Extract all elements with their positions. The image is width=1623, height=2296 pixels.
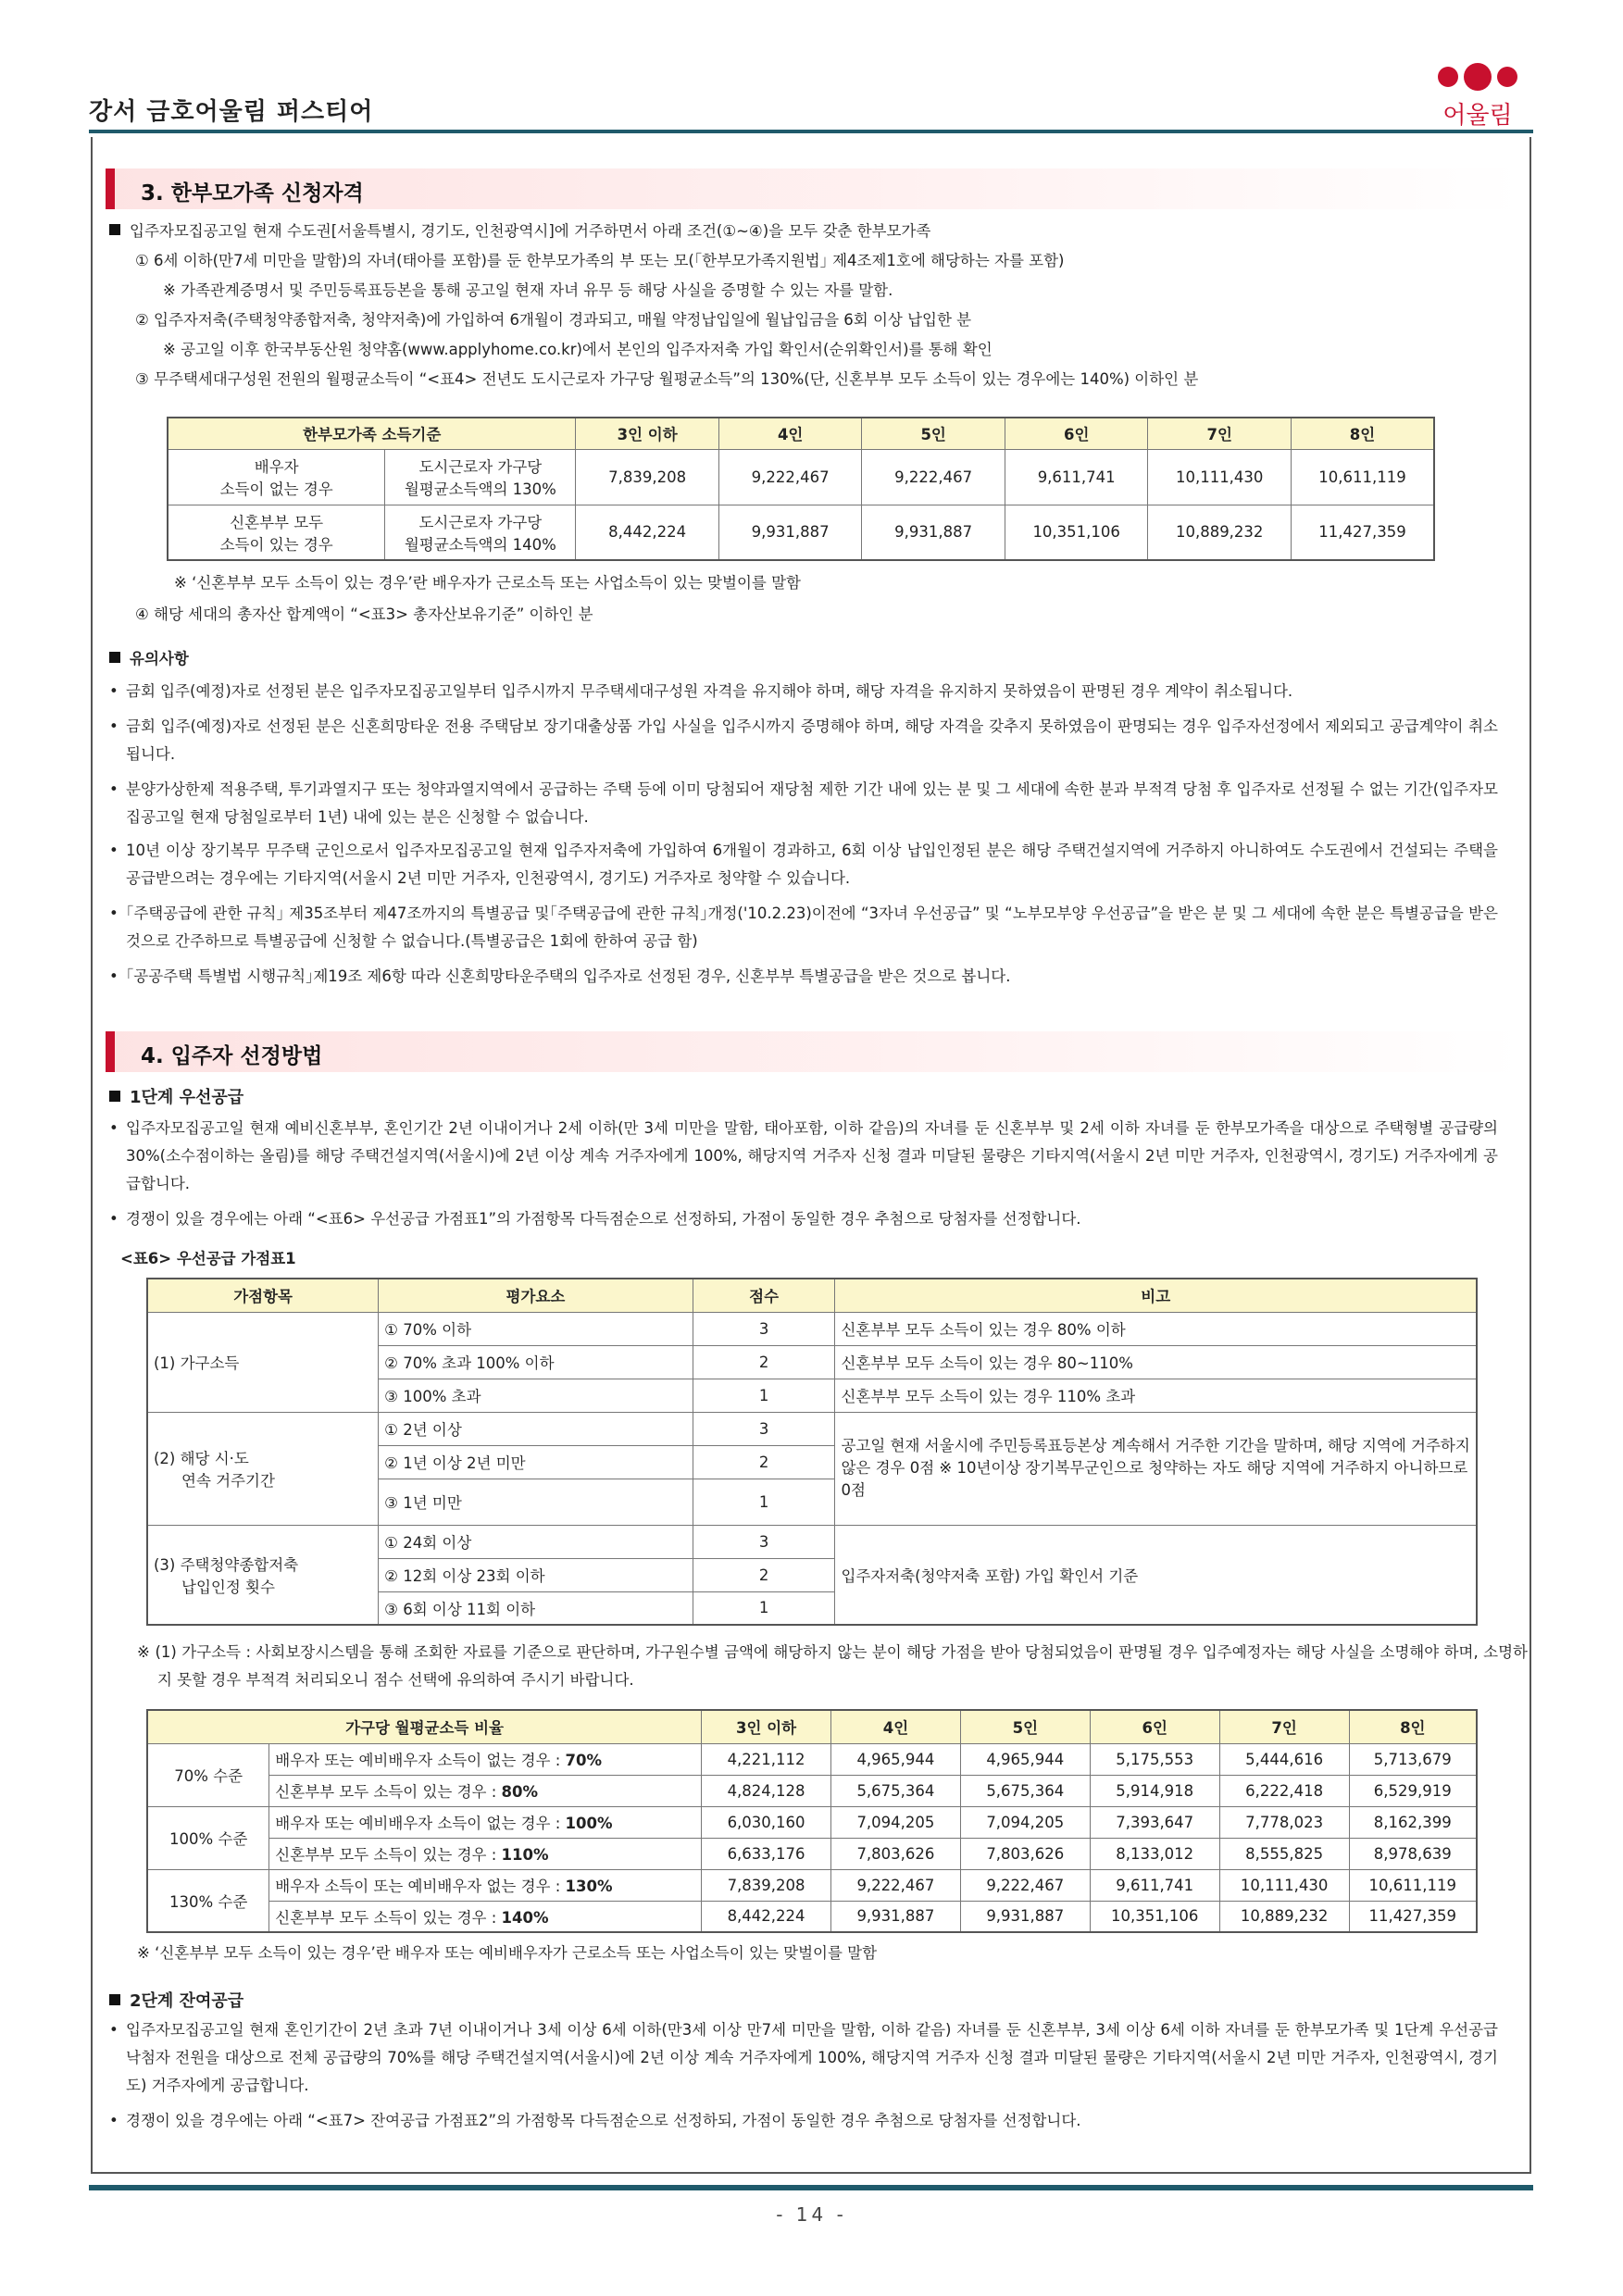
section3-note-2: ※ 공고일 이후 한국부동산원 청약홈(www.applyhome.co.kr)에서 본인의 입주자저축 가입 확인서(순위확인서)를 통해 확인 xyxy=(163,341,993,358)
section3-item-3: ③ 무주택세대구성원 전원의 월평균소득이 “<표4> 전년도 도시근로자 가구당 월평균소득”의 130%(단, 신혼부부 모두 소득이 있는 경우에는 140%) 이하인 분 xyxy=(135,370,1199,388)
table-row: (3) 주택청약종합저축 납입인정 횟수 ① 24회 이상 3 입주자저축(청약저축 포함) 가입 확인서 기준 xyxy=(147,1525,1477,1558)
table-row: 신혼부부 모두 소득이 있는 경우 : 80% 4,824,128 5,675,364 5,675,364 5,914,918 6,222,418 6,529,919 xyxy=(147,1775,1477,1806)
table6-note: ※ (1) 가구소득 : 사회보장시스템을 통해 조회한 자료를 기준으로 판단하며, 가구원수별 금액에 해당하지 않는 분이 해당 가점을 받아 당첨되었음이 판명될 경우 입주예정자는 해당 사실을 소명해야 하며, 소명하지 못할 경우 부적격 처리되오니 점수 선택에 유의하여 주시기 바랍니다. xyxy=(137,1643,1528,1689)
table-row: 70% 수준 배우자 또는 예비배우자 소득이 없는 경우 : 70% 4,221,112 4,965,944 4,965,944 5,175,553 5,444,616 5,713,679 xyxy=(147,1743,1477,1775)
brand-logo xyxy=(1422,59,1533,133)
logo-text: 어울림 xyxy=(1442,102,1513,130)
notice-bullet: • 금회 입주(예정)자로 선정된 분은 입주자모집공고일부터 입주시까지 무주택세대구성원 자격을 유지해야 하며, 해당 자격을 유지하지 못하였음이 판명된 경우 계약이 취소됩니다. xyxy=(109,682,1293,700)
table-row: ② 1년 이상 2년 미만 2 xyxy=(147,1445,1477,1479)
page-header xyxy=(89,59,1533,133)
section-4-title: 4. 입주자 선정방법 xyxy=(106,1031,1522,1072)
section3-item-4: ④ 해당 세대의 총자산 합계액이 “<표3> 총자산보유기준” 이하인 분 xyxy=(135,605,593,623)
stage2-heading: 2단계 잔여공급 xyxy=(109,1990,243,2013)
section3-item-2: ② 입주자저축(주택청약종합저축, 청약저축)에 가입하여 6개월이 경과되고, 매월 약정납입일에 월납입금을 6회 이상 납입한 분 xyxy=(135,311,972,329)
table-row: ② 12회 이상 23회 이하 2 xyxy=(147,1558,1477,1591)
table-row: 배우자 소득이 없는 경우 도시근로자 가구당 월평균소득액의 130% 7,839,208 9,222,467 9,222,467 9,611,741 10,111,430 10,611,119 xyxy=(168,449,1434,505)
table6-caption: <표6> 우선공급 가점표1 xyxy=(120,1250,296,1267)
logo-dots-icon xyxy=(1422,67,1533,91)
single-parent-income-table: 한부모가족 소득기준 3인 이하 4인 5인 6인 7인 8인 배우자 소득이 없는 경우 도시근로자 가구당 월평균소득액의 130% 7,839,208 9,222,467 9,222,467 9,611,741 10,111,430 10,611,119 신혼부부 모두 소득이 있는 경우 도시근로자 가구당 월평균소득액의 140% 8,442,224 9,931,887 9,931,887 10,351,106 10,889,232 11,427,359 xyxy=(167,417,1435,561)
notice-bullet: • 10년 이상 장기복무 무주택 군인으로서 입주자모집공고일 현재 입주자저축에 가입하여 6개월이 경과하고, 6회 이상 납입인정된 분은 해당 주택건설지역에 거주하지 아니하여도 수도권에서 건설되는 주택을 공급받으려는 경우에는 기타지역(서울시 2년 미만 거주자, 인천광역시, 경기도) 거주자로 청약할 수 있습니다. xyxy=(109,842,1498,887)
section3-item-1: ① 6세 이하(만7세 미만을 말함)의 자녀(태아를 포함)를 둔 한부모가족의 부 또는 모(｢한부모가족지원법｣ 제4조제1호에 해당하는 자를 포함) xyxy=(135,252,1065,269)
table-row: (1) 가구소득 ① 70% 이하 3 신혼부부 모두 소득이 있는 경우 80% 이하 xyxy=(147,1312,1477,1345)
section-3-title: 3. 한부모가족 신청자격 xyxy=(106,168,1522,209)
footer-divider xyxy=(89,2185,1533,2190)
stage2-bullet: • 입주자모집공고일 현재 혼인기간이 2년 초과 7년 이내이거나 3세 이상 6세 이하(만3세 이상 만7세 미만을 말함, 이하 같음) 자녀를 둔 신혼부부, 3세 이상 6세 이하 자녀를 둔 한부모가족 및 1단계 우선공급 낙첨자 전원을 대상으로 전체 공급량의 70%를 해당 주택건설지역(서울시)에 2년 이상 계속 거주자에게 100%, 해당지역 거주자 신청 결과 미달된 물량은 기타지역(서울시 2년 미만 거주자, 인천광역시, 경기도) 거주자에게 공급합니다. xyxy=(109,2021,1498,2094)
notice-bullet: • ｢주택공급에 관한 규칙｣ 제35조부터 제47조까지의 특별공급 및｢주택공급에 관한 규칙｣개정('10.2.23)이전에 “3자녀 우선공급” 및 “노부모부양 우선공급”을 받은 분 및 그 세대에 속한 분은 특별공급을 받은 것으로 간주하므로 특별공급에 신청할 수 없습니다.(특별공급은 1회에 한하여 공급 함) xyxy=(109,905,1498,950)
notice-bullet: • 분양가상한제 적용주택, 투기과열지구 또는 청약과열지역에서 공급하는 주택 등에 이미 당첨되어 재당첨 제한 기간 내에 있는 분 및 그 세대에 속한 분과 부적격 당첨 후 입주자로 선정될 수 없는 기간(입주자모집공고일 현재 당첨일로부터 1년) 내에 있는 분은 신청할 수 없습니다. xyxy=(109,780,1498,826)
stage2-bullet: • 경쟁이 있을 경우에는 아래 “<표7> 잔여공급 가점표2”의 가점항목 다득점순으로 선정하되, 가점이 동일한 경우 추첨으로 당첨자를 선정합니다. xyxy=(109,2112,1081,2129)
page-number: - 14 - xyxy=(776,2203,847,2226)
header-divider xyxy=(89,130,1533,133)
section3-note-1: ※ 가족관계증명서 및 주민등록표등본을 통해 공고일 현재 자녀 유무 등 해당 사실을 증명할 수 있는 자를 말함. xyxy=(163,281,893,299)
notice-bullet: • ｢공공주택 특별법 시행규칙｣제19조 제6항 따라 신혼희망타운주택의 입주자로 선정된 경우, 신혼부부 특별공급을 받은 것으로 봅니다. xyxy=(109,967,1011,985)
household-income-table: 가구당 월평균소득 비율 3인 이하 4인 5인 6인 7인 8인 70% 수준 배우자 또는 예비배우자 소득이 없는 경우 : 70% 4,221,112 4,965,944 4,965,944 5,175,553 5,444,616 5,713,679 신혼부부 모두 소득이 있는 경우 : 80% 4,824,128 5,675,364 5,675,364 5,914,918 6,222,418 6,529,919 100% 수준 배우자 또는 예비배우자 소득이 없는 경우 : 100% 6,030,160 7,094,205 7,094,205 7,393,647 7,778,023 8,162,399 신혼부부 모두 소득이 있는 경우 : 110% 6,633,176 7,803,626 7,803,626 8,133,012 8,555,825 8,978,639 130% 수준 배우자 소득이 또는 예비배우자 없는 경우 : 130% 7,839,208 9,222,467 9,222,467 9,611,741 10,111,430 10,611,119 신혼부부 모두 소득이 있는 경우 : 140% 8,442,224 9,931,887 9,931,887 10,351,106 10,889,232 11,427,359 xyxy=(146,1709,1478,1933)
income-table2-note: ※ ‘신혼부부 모두 소득이 있는 경우’란 배우자 또는 예비배우자가 근로소득 또는 사업소득이 있는 맞벌이를 말함 xyxy=(137,1944,878,1962)
section3-intro: 입주자모집공고일 현재 수도권[서울특별시, 경기도, 인천광역시]에 거주하면서 아래 조건(①~④)을 모두 갖춘 한부모가족 xyxy=(109,220,930,243)
stage1-heading: 1단계 우선공급 xyxy=(109,1087,243,1109)
table-row: ③ 1년 미만 1 xyxy=(147,1479,1477,1525)
table-row: 신혼부부 모두 소득이 있는 경우 도시근로자 가구당 월평균소득액의 140% 8,442,224 9,931,887 9,931,887 10,351,106 10,889,232 11,427,359 xyxy=(168,505,1434,560)
notice-bullet: • 금회 입주(예정)자로 선정된 분은 신혼희망타운 전용 주택담보 장기대출상품 가입 사실을 입주시까지 증명해야 하며, 해당 자격을 갖추지 못하였음이 판명되는 경우 입주자선정에서 제외되고 공급계약이 취소됩니다. xyxy=(109,718,1498,763)
header-title: 강서 금호어울림 퍼스티어 xyxy=(89,98,374,126)
stage1-bullet: • 입주자모집공고일 현재 예비신혼부부, 혼인기간 2년 이내이거나 2세 이하(만 3세 미만을 말함, 태아포함, 이하 같음)의 자녀를 둔 신혼부부 및 2세 이하 자녀를 둔 한부모가족을 대상으로 주택형별 공급량의 30%(소수점이하는 올림)를 해당 주택건설지역(서울시)에 2년 이상 계속 거주자에게 100%, 해당지역 거주자 신청 결과 미달된 물량은 기타지역(서울시 2년 미만 거주자, 인천광역시, 경기도) 거주자에게 공급합니다. xyxy=(109,1119,1498,1192)
section3-table-note: ※ ‘신혼부부 모두 소득이 있는 경우’란 배우자가 근로소득 또는 사업소득이 있는 맞벌이를 말함 xyxy=(174,574,801,592)
table-row: ② 70% 초과 100% 이하 2 신혼부부 모두 소득이 있는 경우 80~110% xyxy=(147,1345,1477,1379)
table-row: ③ 100% 초과 1 신혼부부 모두 소득이 있는 경우 110% 초과 xyxy=(147,1379,1477,1412)
table-row: 신혼부부 모두 소득이 있는 경우 : 140% 8,442,224 9,931,887 9,931,887 10,351,106 10,889,232 11,427,359 xyxy=(147,1901,1477,1932)
table-row: 100% 수준 배우자 또는 예비배우자 소득이 없는 경우 : 100% 6,030,160 7,094,205 7,094,205 7,393,647 7,778,023 8,162,399 xyxy=(147,1806,1477,1838)
notice-heading: 유의사항 xyxy=(109,648,189,670)
table-row: ③ 6회 이상 11회 이하 1 xyxy=(147,1591,1477,1625)
priority-points-table: 가점항목 평가요소 점수 비고 (1) 가구소득 ① 70% 이하 3 신혼부부 모두 소득이 있는 경우 80% 이하 ② 70% 초과 100% 이하 2 신혼부부 모두 소득이 있는 경우 80~110% ③ 100% 초과 1 신혼부부 모두 소득이 있는 경우 110% 초과 (2) 해당 시·도 연속 거주기간 ① 2년 이상 3 공고일 현재 서울시에 주민등록표등본상 계속해서 거주한 기간을 말하며, 해당 지역에 거주하지 않은 경우 0점 ※ 10년이상 장기복무군인으로 청약하는 자도 해당 지역에 거주하지 아니하므로 0점 ② 1년 이상 2년 미만 2 ③ 1년 미만 1 (3) 주택청약종합저축 납입인정 횟수 ① 24회 이상 3 입주자저축(청약저축 포함) 가입 확인서 기준 ② 12회 이상 23회 이하 2 ③ 6회 이상 11회 이하 1 xyxy=(146,1278,1478,1626)
table-row: 신혼부부 모두 소득이 있는 경우 : 110% 6,633,176 7,803,626 7,803,626 8,133,012 8,555,825 8,978,639 xyxy=(147,1838,1477,1869)
table-row: 130% 수준 배우자 소득이 또는 예비배우자 없는 경우 : 130% 7,839,208 9,222,467 9,222,467 9,611,741 10,111,430 10,611,119 xyxy=(147,1869,1477,1901)
stage1-bullet: • 경쟁이 있을 경우에는 아래 “<표6> 우선공급 가점표1”의 가점항목 다득점순으로 선정하되, 가점이 동일한 경우 추첨으로 당첨자를 선정합니다. xyxy=(109,1210,1081,1228)
table-row: (2) 해당 시·도 연속 거주기간 ① 2년 이상 3 공고일 현재 서울시에 주민등록표등본상 계속해서 거주한 기간을 말하며, 해당 지역에 거주하지 않은 경우 0점 ※ 10년이상 장기복무군인으로 청약하는 자도 해당 지역에 거주하지 아니하므로 0점 xyxy=(147,1412,1477,1445)
